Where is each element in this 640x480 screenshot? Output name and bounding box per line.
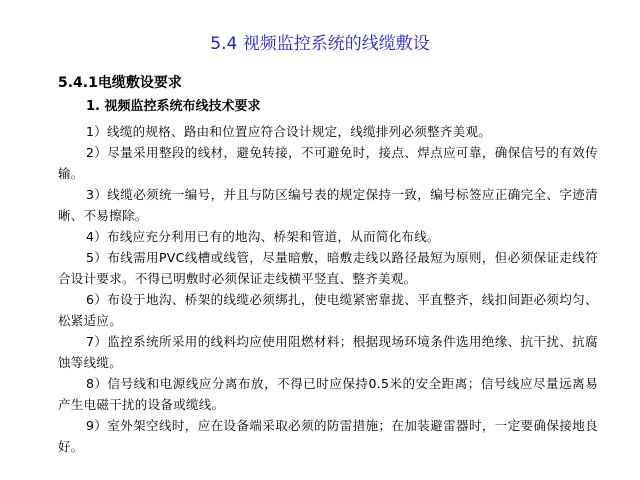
requirement-item-2: 2）尽量采用整段的线材，避免转接，不可避免时，接点、焊点应可靠，确保信号的有效传输。 xyxy=(58,145,598,181)
sub-heading: 1. 视频监控系统布线技术要求 xyxy=(86,99,261,114)
section-heading: 5.4.1电缆敷设要求 xyxy=(58,75,182,91)
page-title: 5.4 视频监控系统的线缆敷设 xyxy=(210,34,430,54)
requirement-item-1: 1）线缆的规格、路由和位置应符合设计规定，线缆排列必须整齐美观。 xyxy=(86,124,492,139)
requirements-list xyxy=(58,121,598,457)
requirement-item-5: 5）布线需用PVC线槽或线管，尽量暗敷，暗敷走线以路径最短为原则，但必须保证走线符合设计要求。不得已明敷时必须保证走线横平竖直、整齐美观。 xyxy=(58,250,598,286)
requirement-item-8: 8）信号线和电源线应分离布放，不得已时应保持0.5米的安全距离；信号线应尽量远离易产生电磁干扰的设备或缆线。 xyxy=(58,376,598,412)
requirement-item-6: 6）布设于地沟、桥架的线缆必须绑扎，使电缆紧密靠拢、平直整齐，线扣间距必须均匀、松紧适应。 xyxy=(58,292,598,328)
requirement-item-4: 4）布线应充分利用已有的地沟、桥架和管道，从而简化布线。 xyxy=(86,229,440,244)
requirement-item-7: 7）监控系统所采用的线料均应使用阻燃材料；根据现场环境条件选用绝缘、抗干扰、抗腐蚀等线缆。 xyxy=(58,334,598,370)
requirement-item-9: 9）室外架空线时，应在设备端采取必须的防雷措施；在加装避雷器时，一定要确保接地良好。 xyxy=(58,418,598,454)
requirement-item-3: 3）线缆必须统一编号，并且与防区编号表的规定保持一致，编号标签应正确完全、字迹清晰、不易擦除。 xyxy=(58,187,598,223)
